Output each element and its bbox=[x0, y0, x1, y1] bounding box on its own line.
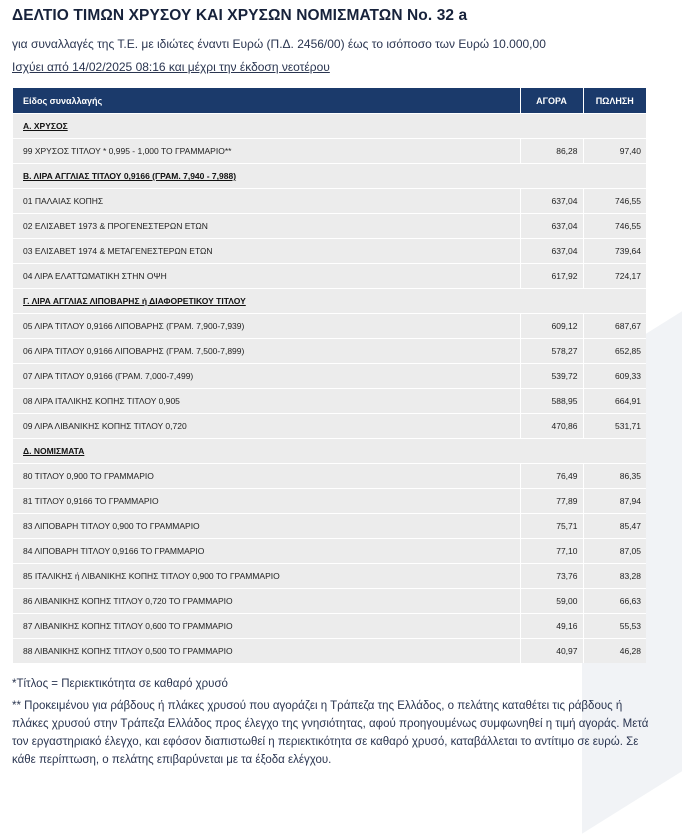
sell-price: 652,85 bbox=[583, 339, 646, 364]
item-description: 87 ΛΙΒΑΝΙΚΗΣ ΚΟΠΗΣ ΤΙΤΛΟΥ 0,600 ΤΟ ΓΡΑΜΜΑΡΙΟ bbox=[13, 614, 520, 639]
buy-price: 637,04 bbox=[520, 214, 583, 239]
buy-price: 77,10 bbox=[520, 539, 583, 564]
table-row bbox=[13, 214, 646, 239]
footnotes bbox=[12, 675, 652, 773]
item-description: 06 ΛΙΡΑ ΤΙΤΛΟΥ 0,9166 ΛΙΠΟΒΑΡΗΣ (ΓΡΑΜ. 7,500-7,899) bbox=[13, 339, 520, 364]
sell-price: 86,35 bbox=[583, 464, 646, 489]
item-description: 81 ΤΙΤΛΟΥ 0,9166 ΤΟ ΓΡΑΜΜΑΡΙΟ bbox=[13, 489, 520, 514]
sell-price: 531,71 bbox=[583, 414, 646, 439]
price-table-body bbox=[13, 114, 646, 664]
price-table bbox=[13, 88, 646, 663]
table-row bbox=[13, 239, 646, 264]
table-row bbox=[13, 264, 646, 289]
sell-price: 664,91 bbox=[583, 389, 646, 414]
sell-price: 66,63 bbox=[583, 589, 646, 614]
table-header-row bbox=[13, 88, 646, 114]
item-description: 86 ΛΙΒΑΝΙΚΗΣ ΚΟΠΗΣ ΤΙΤΛΟΥ 0,720 ΤΟ ΓΡΑΜΜΑΡΙΟ bbox=[13, 589, 520, 614]
section-heading: Γ. ΛΙΡΑ ΑΓΓΛΙΑΣ ΛΙΠΟΒΑΡΗΣ ή ΔΙΑΦΟΡΕΤΙΚΟΥ ΤΙΤΛΟΥ bbox=[13, 289, 646, 314]
table-row bbox=[13, 639, 646, 664]
sell-price: 85,47 bbox=[583, 514, 646, 539]
item-description: 03 ΕΛΙΣΑΒΕΤ 1974 & ΜΕΤΑΓΕΝΕΣΤΕΡΩΝ ΕΤΩΝ bbox=[13, 239, 520, 264]
buy-price: 588,95 bbox=[520, 389, 583, 414]
sell-price: 739,64 bbox=[583, 239, 646, 264]
item-description: 85 ΙΤΑΛΙΚΗΣ ή ΛΙΒΑΝΙΚΗΣ ΚΟΠΗΣ ΤΙΤΛΟΥ 0,900 ΤΟ ΓΡΑΜΜΑΡΙΟ bbox=[13, 564, 520, 589]
buy-price: 86,28 bbox=[520, 139, 583, 164]
table-row bbox=[13, 189, 646, 214]
buy-price: 539,72 bbox=[520, 364, 583, 389]
header-sell: ΠΩΛΗΣΗ bbox=[583, 88, 646, 114]
header-description: Είδος συναλλαγής bbox=[13, 88, 520, 114]
buy-price: 609,12 bbox=[520, 314, 583, 339]
item-description: 01 ΠΑΛΑΙΑΣ ΚΟΠΗΣ bbox=[13, 189, 520, 214]
table-row bbox=[13, 389, 646, 414]
buy-price: 77,89 bbox=[520, 489, 583, 514]
footnote-gold-bars: ** Προκειμένου για ράβδους ή πλάκες χρυσού που αγοράζει η Τράπεζα της Ελλάδος, ο πελάτης καταθέτει τις ράβδους ή πλάκες χρυσού στην Τράπεζα Ελλάδος προς έλεγχο της γνησιότητας, αφού προηγουμένως συμφωνηθεί η τιμή αγοράς. Μετά τον εργαστηριακό έλεγχο, και εφόσον διαπιστωθεί η περιεκτικότητα σε καθαρό χρυσό, καταβάλλεται το αντίτιμο σε ευρώ. Σε κάθε περίπτωση, ο πελάτης επιβαρύνεται με τα έξοδα ελέγχου. bbox=[12, 700, 649, 766]
table-row bbox=[13, 464, 646, 489]
sell-price: 55,53 bbox=[583, 614, 646, 639]
sell-price: 83,28 bbox=[583, 564, 646, 589]
table-row bbox=[13, 139, 646, 164]
item-description: 80 ΤΙΤΛΟΥ 0,900 ΤΟ ΓΡΑΜΜΑΡΙΟ bbox=[13, 464, 520, 489]
buy-price: 75,71 bbox=[520, 514, 583, 539]
table-row bbox=[13, 514, 646, 539]
buy-price: 76,49 bbox=[520, 464, 583, 489]
sell-price: 746,55 bbox=[583, 189, 646, 214]
item-description: 04 ΛΙΡΑ ΕΛΑΤΤΩΜΑΤΙΚΗ ΣΤΗΝ ΟΨΗ bbox=[13, 264, 520, 289]
item-description: 99 ΧΡΥΣΟΣ ΤΙΤΛΟΥ * 0,995 - 1,000 ΤΟ ΓΡΑΜΜΑΡΙΟ** bbox=[13, 139, 520, 164]
buy-price: 637,04 bbox=[520, 239, 583, 264]
item-description: 08 ΛΙΡΑ ΙΤΑΛΙΚΗΣ ΚΟΠΗΣ ΤΙΤΛΟΥ 0,905 bbox=[13, 389, 520, 414]
section-heading: Δ. ΝΟΜΙΣΜΑΤΑ bbox=[13, 439, 646, 464]
buy-price: 40,97 bbox=[520, 639, 583, 664]
page-subtitle: για συναλλαγές της Τ.Ε. με ιδιώτες έναντι Ευρώ (Π.Δ. 2456/00) έως το ισόποσο των Ευρώ 10.000,00 bbox=[12, 37, 546, 51]
table-row bbox=[13, 314, 646, 339]
section-row bbox=[13, 439, 646, 464]
buy-price: 73,76 bbox=[520, 564, 583, 589]
item-description: 05 ΛΙΡΑ ΤΙΤΛΟΥ 0,9166 ΛΙΠΟΒΑΡΗΣ (ΓΡΑΜ. 7,900-7,939) bbox=[13, 314, 520, 339]
item-description: 88 ΛΙΒΑΝΙΚΗΣ ΚΟΠΗΣ ΤΙΤΛΟΥ 0,500 ΤΟ ΓΡΑΜΜΑΡΙΟ bbox=[13, 639, 520, 664]
table-row bbox=[13, 564, 646, 589]
buy-price: 617,92 bbox=[520, 264, 583, 289]
sell-price: 87,94 bbox=[583, 489, 646, 514]
sell-price: 609,33 bbox=[583, 364, 646, 389]
sell-price: 746,55 bbox=[583, 214, 646, 239]
section-row bbox=[13, 164, 646, 189]
sell-price: 97,40 bbox=[583, 139, 646, 164]
item-description: 83 ΛΙΠΟΒΑΡΗ ΤΙΤΛΟΥ 0,900 ΤΟ ΓΡΑΜΜΑΡΙΟ bbox=[13, 514, 520, 539]
table-row bbox=[13, 614, 646, 639]
buy-price: 470,86 bbox=[520, 414, 583, 439]
page-title: ΔΕΛΤΙΟ ΤΙΜΩΝ ΧΡΥΣΟΥ ΚΑΙ ΧΡΥΣΩΝ ΝΟΜΙΣΜΑΤΩΝ No. 32 a bbox=[12, 7, 468, 24]
footnote-title-definition: *Τίτλος = Περιεκτικότητα σε καθαρό χρυσό bbox=[12, 678, 228, 690]
validity-notice: Ισχύει από 14/02/2025 08:16 και μέχρι την έκδοση νεοτέρου bbox=[12, 60, 330, 74]
section-row bbox=[13, 289, 646, 314]
item-description: 09 ΛΙΡΑ ΛΙΒΑΝΙΚΗΣ ΚΟΠΗΣ ΤΙΤΛΟΥ 0,720 bbox=[13, 414, 520, 439]
buy-price: 49,16 bbox=[520, 614, 583, 639]
item-description: 02 ΕΛΙΣΑΒΕΤ 1973 & ΠΡΟΓΕΝΕΣΤΕΡΩΝ ΕΤΩΝ bbox=[13, 214, 520, 239]
buy-price: 637,04 bbox=[520, 189, 583, 214]
section-heading: Α. ΧΡΥΣΟΣ bbox=[13, 114, 646, 139]
table-row bbox=[13, 539, 646, 564]
sell-price: 87,05 bbox=[583, 539, 646, 564]
section-heading: Β. ΛΙΡΑ ΑΓΓΛΙΑΣ ΤΙΤΛΟΥ 0,9166 (ΓΡΑΜ. 7,940 - 7,988) bbox=[13, 164, 646, 189]
table-row bbox=[13, 414, 646, 439]
sell-price: 687,67 bbox=[583, 314, 646, 339]
header-buy: ΑΓΟΡΑ bbox=[520, 88, 583, 114]
table-row bbox=[13, 489, 646, 514]
buy-price: 59,00 bbox=[520, 589, 583, 614]
sell-price: 724,17 bbox=[583, 264, 646, 289]
table-row bbox=[13, 339, 646, 364]
item-description: 84 ΛΙΠΟΒΑΡΗ ΤΙΤΛΟΥ 0,9166 ΤΟ ΓΡΑΜΜΑΡΙΟ bbox=[13, 539, 520, 564]
table-row bbox=[13, 589, 646, 614]
table-row bbox=[13, 364, 646, 389]
buy-price: 578,27 bbox=[520, 339, 583, 364]
item-description: 07 ΛΙΡΑ ΤΙΤΛΟΥ 0,9166 (ΓΡΑΜ. 7,000-7,499) bbox=[13, 364, 520, 389]
section-row bbox=[13, 114, 646, 139]
sell-price: 46,28 bbox=[583, 639, 646, 664]
